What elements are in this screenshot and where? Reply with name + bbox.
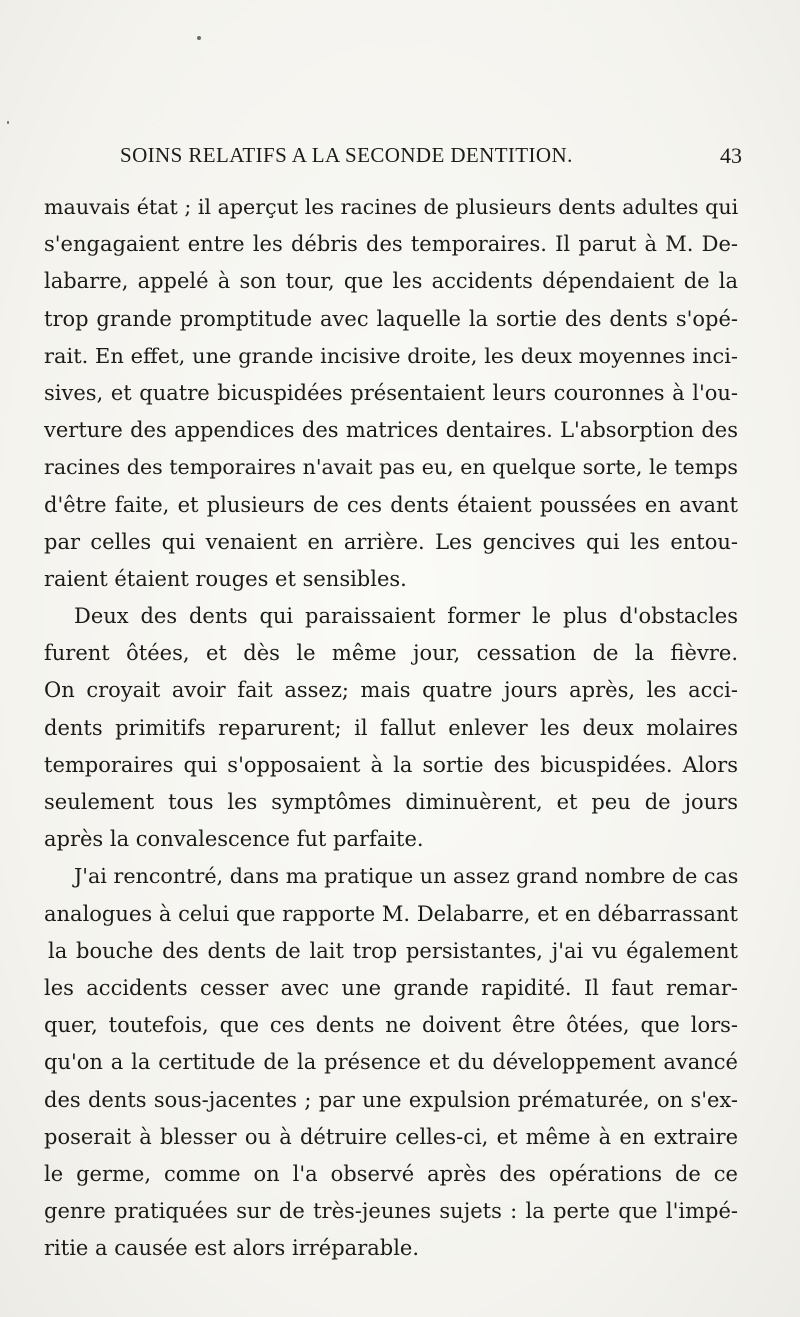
text-line: ritie a causée est alors irréparable.	[44, 1236, 420, 1261]
text-line: rait. En effet, une grande incisive droite, les deux moyennes inci-	[44, 343, 738, 368]
page-header	[120, 143, 742, 173]
text-line: J'ai rencontré, dans ma pratique un assez grand nombre de cas	[74, 864, 739, 889]
text-line: On croyait avoir fait assez; mais quatre jours après, les acci-	[44, 678, 738, 703]
text-line: Deux des dents qui paraissaient former le plus d'obstacles	[74, 604, 738, 629]
text-line: la bouche des dents de lait trop persistantes, j'ai vu également	[48, 938, 738, 963]
text-line: d'être faite, et plusieurs de ces dents étaient poussées en avant	[44, 492, 738, 517]
ink-speck	[197, 36, 201, 40]
text-line: raient étaient rouges et sensibles.	[44, 566, 407, 591]
text-line: qu'on a la certitude de la présence et du développement avancé	[44, 1050, 738, 1075]
page-number: 43	[720, 143, 742, 168]
text-line: mauvais état ; il aperçut les racines de plusieurs dents adultes qui	[44, 195, 739, 219]
text-line: verture des appendices des matrices dentaires. L'absorption des	[44, 418, 738, 443]
text-line: s'engagaient entre les débris des temporaires. Il parut à M. De-	[44, 232, 738, 257]
ink-speck	[7, 121, 9, 124]
running-title: SOINS RELATIFS A LA SECONDE DENTITION.	[120, 143, 573, 167]
text-line: analogues à celui que rapporte M. Delabarre, et en débarrassant	[44, 901, 738, 926]
text-line: poserait à blesser ou à détruire celles-ci, et même à en extraire	[44, 1124, 738, 1149]
text-line: par celles qui venaient en arrière. Les gencives qui les entou-	[44, 529, 738, 554]
text-line: après la convalescence fut parfaite.	[44, 827, 424, 852]
text-line: le germe, comme on l'a observé après des opérations de ce	[44, 1161, 738, 1186]
body-text	[44, 189, 738, 1267]
text-line: racines des temporaires n'avait pas eu, en quelque sorte, le temps	[44, 455, 738, 480]
text-line: dents primitifs reparurent; il fallut enlever les deux molaires	[44, 715, 738, 740]
text-line: trop grande promptitude avec laquelle la sortie des dents s'opé-	[44, 306, 738, 331]
text-line: labarre, appelé à son tour, que les accidents dépendaient de la	[44, 269, 738, 294]
text-line: sives, et quatre bicuspidées présentaient leurs couronnes à l'ou-	[44, 380, 738, 405]
text-line: genre pratiquées sur de très-jeunes sujets : la perte que l'impé-	[44, 1199, 738, 1224]
text-line: furent ôtées, et dès le même jour, cessation de la fièvre.	[44, 641, 738, 666]
text-line: les accidents cesser avec une grande rapidité. Il faut remar-	[44, 975, 738, 1000]
text-line: quer, toutefois, que ces dents ne doivent être ôtées, que lors-	[44, 1013, 738, 1038]
text-line: des dents sous-jacentes ; par une expulsion prématurée, on s'ex-	[44, 1087, 738, 1112]
text-line: temporaires qui s'opposaient à la sortie des bicuspidées. Alors	[44, 752, 738, 777]
text-line: seulement tous les symptômes diminuèrent, et peu de jours	[44, 790, 738, 814]
